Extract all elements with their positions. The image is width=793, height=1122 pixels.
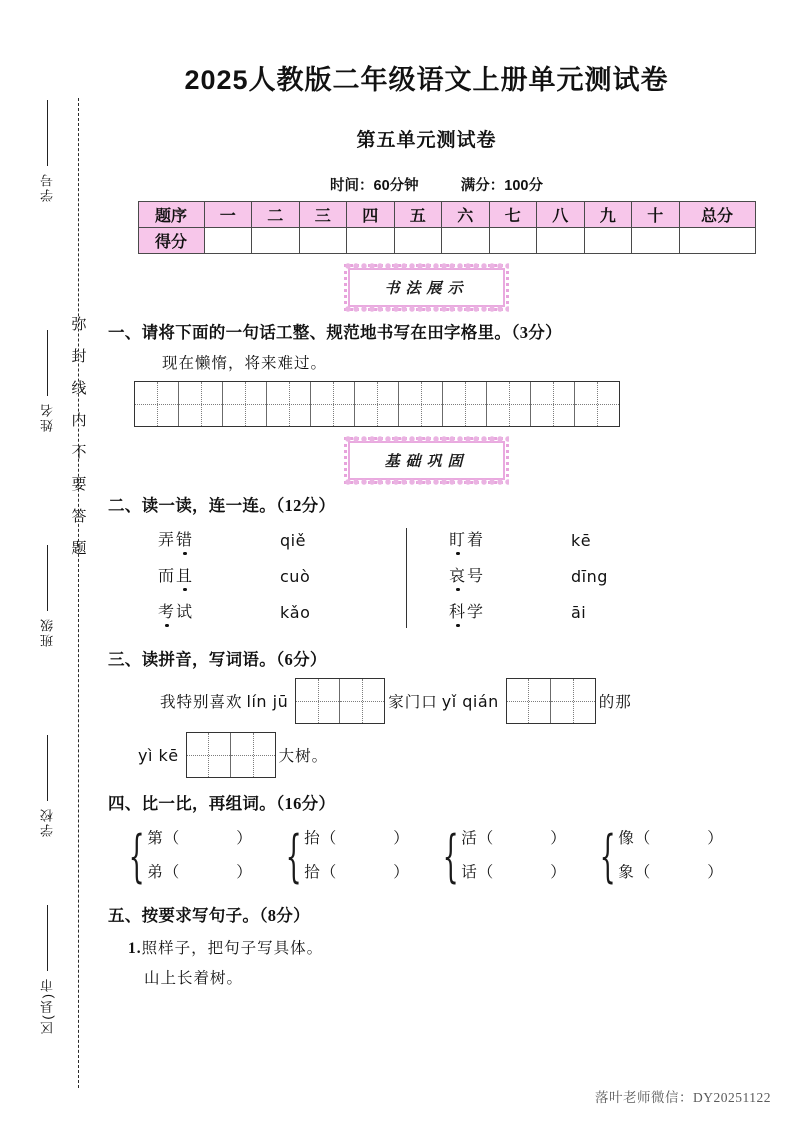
page-title: 2025人教版二年级语文上册单元测试卷 <box>184 65 669 95</box>
write-rule[interactable] <box>47 905 48 971</box>
field-school <box>24 735 70 842</box>
compare-line <box>304 856 410 890</box>
write-rule[interactable] <box>47 100 48 166</box>
table-row-scores <box>138 228 755 254</box>
exam-total-label: 满分：100分 <box>460 178 543 194</box>
list-item[interactable]: cuò <box>280 567 311 586</box>
score-cell[interactable] <box>252 228 300 254</box>
compare-line <box>147 822 253 856</box>
list-item[interactable]: kǎo <box>280 603 311 622</box>
compare-group <box>436 822 593 890</box>
question-5-sub-1 <box>128 936 793 958</box>
field-label: 学号 <box>39 172 55 202</box>
grid-cell[interactable] <box>311 382 355 426</box>
pinyin-label: yǐ qián <box>441 691 499 711</box>
word-char: 而 <box>158 568 177 585</box>
word-char: 号 <box>467 568 486 585</box>
list-item[interactable] <box>158 562 280 598</box>
question-1-grid-row <box>134 381 793 427</box>
compare-group <box>279 822 436 890</box>
word-char-dotted: 考 <box>158 604 177 621</box>
brace-icon: { <box>599 823 616 889</box>
compare-char: 拾（ <box>304 864 338 881</box>
compare-line <box>618 822 724 856</box>
grid-cell[interactable] <box>223 382 267 426</box>
grid-cell[interactable] <box>507 679 551 723</box>
score-header-cell-total: 总分 <box>679 202 755 228</box>
grid-cell[interactable] <box>179 382 223 426</box>
sentence-fragment: 的那 <box>598 694 632 711</box>
brace-icon: { <box>128 823 145 889</box>
grid-cell[interactable] <box>267 382 311 426</box>
field-class <box>24 545 70 652</box>
paren-close: ） <box>707 830 724 847</box>
score-header-cell: 九 <box>584 202 632 228</box>
field-name <box>24 330 70 437</box>
section-banner-calligraphy <box>100 268 793 307</box>
grid-cell[interactable] <box>355 382 399 426</box>
tianzige-grid[interactable] <box>295 678 385 724</box>
pinyin-label: lín jū <box>246 691 289 711</box>
compare-char: 像（ <box>618 830 652 847</box>
seal-char: 内 <box>71 412 87 429</box>
matching-right-half <box>449 526 691 634</box>
sentence-fragment: 家门口 <box>388 694 438 711</box>
grid-cell[interactable] <box>443 382 487 426</box>
seal-margin <box>0 0 100 1122</box>
brace-icon: { <box>285 823 302 889</box>
word-char: 着 <box>467 532 486 549</box>
compare-char: 活（ <box>461 830 495 847</box>
field-student-id <box>24 100 70 207</box>
compare-char: 弟（ <box>147 864 181 881</box>
score-header-cell: 五 <box>394 202 442 228</box>
question-4-heading <box>108 790 793 814</box>
seal-char: 弥 <box>71 316 87 333</box>
list-item[interactable] <box>449 598 571 634</box>
score-header-cell: 六 <box>442 202 490 228</box>
paren-close: ） <box>393 864 410 881</box>
compare-char: 抬（ <box>304 830 338 847</box>
field-label: 姓名 <box>39 402 55 432</box>
word-char: 试 <box>176 604 195 621</box>
question-2-heading <box>108 492 793 516</box>
seal-char: 答 <box>71 508 87 525</box>
list-item[interactable] <box>449 526 571 562</box>
word-char-dotted: 盯 <box>449 532 468 549</box>
row-label-score: 得分 <box>138 228 204 254</box>
score-header-cell: 十 <box>632 202 680 228</box>
matching-left-half <box>158 526 400 634</box>
seal-char: 题 <box>71 540 87 557</box>
row-label-subject: 题序 <box>138 202 204 228</box>
score-cell[interactable] <box>442 228 490 254</box>
compare-line <box>461 822 567 856</box>
compare-line <box>461 856 567 890</box>
banner-label: 书法展示 <box>384 281 469 297</box>
question-5-title: 五、按要求写句子。 <box>108 907 260 925</box>
grid-cell[interactable] <box>135 382 179 426</box>
list-item[interactable]: kē <box>571 531 592 550</box>
exam-sheet <box>100 0 793 1122</box>
question-3-points: （6分） <box>276 650 327 669</box>
score-cell[interactable] <box>299 228 347 254</box>
question-2-title: 二、读一读，连一连。 <box>108 497 276 515</box>
score-header-cell: 二 <box>252 202 300 228</box>
grid-cell[interactable] <box>487 382 531 426</box>
score-table <box>138 201 756 254</box>
word-char: 弄 <box>158 532 177 549</box>
compare-char: 话（ <box>461 864 495 881</box>
section-banner-basics <box>100 441 793 480</box>
word-char: 学 <box>467 604 486 621</box>
pinyin-label: yì kē <box>138 745 179 765</box>
footer-watermark: 落叶老师微信：DY20251122 <box>595 1090 771 1105</box>
matching-pinyin-column-left <box>280 526 400 634</box>
grid-cell[interactable] <box>296 679 340 723</box>
matching-word-column-left <box>158 526 280 634</box>
compare-line <box>618 856 724 890</box>
seal-char: 线 <box>71 380 87 397</box>
word-char-dotted: 哀 <box>449 568 468 585</box>
question-4-groups <box>122 822 793 890</box>
paren-close: ） <box>393 830 410 847</box>
question-3-line-1 <box>160 678 793 724</box>
list-item[interactable] <box>158 526 280 562</box>
question-5-example: 山上长着树。 <box>144 970 244 987</box>
grid-cell[interactable] <box>531 382 575 426</box>
matching-pinyin-column-right <box>571 526 691 634</box>
matching-divider <box>406 528 407 628</box>
word-char-dotted: 且 <box>176 568 195 585</box>
score-cell[interactable] <box>347 228 395 254</box>
compare-line <box>147 856 253 890</box>
tianzige-grid[interactable] <box>186 732 276 778</box>
grid-cell[interactable] <box>551 679 595 723</box>
question-2-matching <box>100 526 793 634</box>
score-cell-total[interactable] <box>679 228 755 254</box>
compare-char: 象（ <box>618 864 652 881</box>
score-header-cell: 三 <box>299 202 347 228</box>
score-cell[interactable] <box>584 228 632 254</box>
question-1-title: 一、请将下面的一句话工整、规范地书写在田字格里。 <box>108 324 512 342</box>
list-item[interactable]: qiě <box>280 531 306 550</box>
list-item[interactable] <box>158 598 280 634</box>
score-header-cell: 四 <box>347 202 395 228</box>
compare-group <box>593 822 750 890</box>
paren-close: ） <box>236 830 253 847</box>
list-item[interactable]: āi <box>571 603 587 622</box>
score-cell[interactable] <box>489 228 537 254</box>
paren-close: ） <box>550 864 567 881</box>
banner-label: 基础巩固 <box>384 454 469 470</box>
score-header-cell: 一 <box>204 202 252 228</box>
list-item[interactable] <box>449 562 571 598</box>
word-char-dotted: 错 <box>176 532 195 549</box>
sentence-fragment: 我特别喜欢 <box>160 694 243 711</box>
grid-cell[interactable] <box>399 382 443 426</box>
field-label: 区(县)市 <box>39 977 55 1035</box>
question-3-title: 三、读拼音，写词语。 <box>108 651 276 669</box>
list-item[interactable]: dīng <box>571 567 608 586</box>
score-cell[interactable] <box>204 228 252 254</box>
question-2-points: （12分） <box>276 496 336 515</box>
tianzige-grid[interactable] <box>506 678 596 724</box>
paren-close: ） <box>707 864 724 881</box>
question-4-points: （16分） <box>276 794 336 813</box>
question-5-heading <box>108 902 793 926</box>
score-header-cell: 八 <box>537 202 585 228</box>
field-label: 学校 <box>39 807 55 837</box>
seal-dashed-line <box>78 98 79 1088</box>
question-1-points: （3分） <box>511 323 562 342</box>
matching-word-column-right <box>449 526 571 634</box>
score-cell[interactable] <box>537 228 585 254</box>
question-3-line-2 <box>134 732 793 778</box>
field-label: 班级 <box>39 617 55 647</box>
page-subtitle: 第五单元测试卷 <box>356 130 497 151</box>
score-cell[interactable] <box>394 228 442 254</box>
seal-char: 要 <box>71 476 87 493</box>
sentence-fragment: 大树。 <box>278 748 329 765</box>
exam-meta <box>100 174 793 195</box>
score-cell[interactable] <box>632 228 680 254</box>
compare-group <box>122 822 279 890</box>
seal-char: 不 <box>71 444 87 461</box>
question-1-heading <box>108 319 793 343</box>
field-district <box>24 905 70 1040</box>
question-4-title: 四、比一比，再组词。 <box>108 795 276 813</box>
compare-line <box>304 822 410 856</box>
seal-char: 封 <box>71 348 87 365</box>
compare-char: 第（ <box>147 830 181 847</box>
write-rule[interactable] <box>47 545 48 611</box>
sub-question-number: 1. <box>128 940 142 957</box>
question-5-points: （8分） <box>259 906 310 925</box>
tianzige-grid[interactable] <box>134 381 620 427</box>
table-row-header <box>138 202 755 228</box>
word-char-dotted: 科 <box>449 604 468 621</box>
grid-cell[interactable] <box>231 733 275 777</box>
paren-close: ） <box>236 864 253 881</box>
exam-time-label: 时间：60分钟 <box>330 178 419 194</box>
grid-cell[interactable] <box>187 733 231 777</box>
write-rule[interactable] <box>47 735 48 801</box>
score-header-cell: 七 <box>489 202 537 228</box>
question-1-sentence: 现在懒惰，将来难过。 <box>162 355 328 372</box>
grid-cell[interactable] <box>575 382 619 426</box>
write-rule[interactable] <box>47 330 48 396</box>
paren-close: ） <box>550 830 567 847</box>
sub-question-text: 照样子，把句子写具体。 <box>141 940 324 957</box>
brace-icon: { <box>442 823 459 889</box>
grid-cell[interactable] <box>340 679 384 723</box>
question-3-heading <box>108 646 793 670</box>
